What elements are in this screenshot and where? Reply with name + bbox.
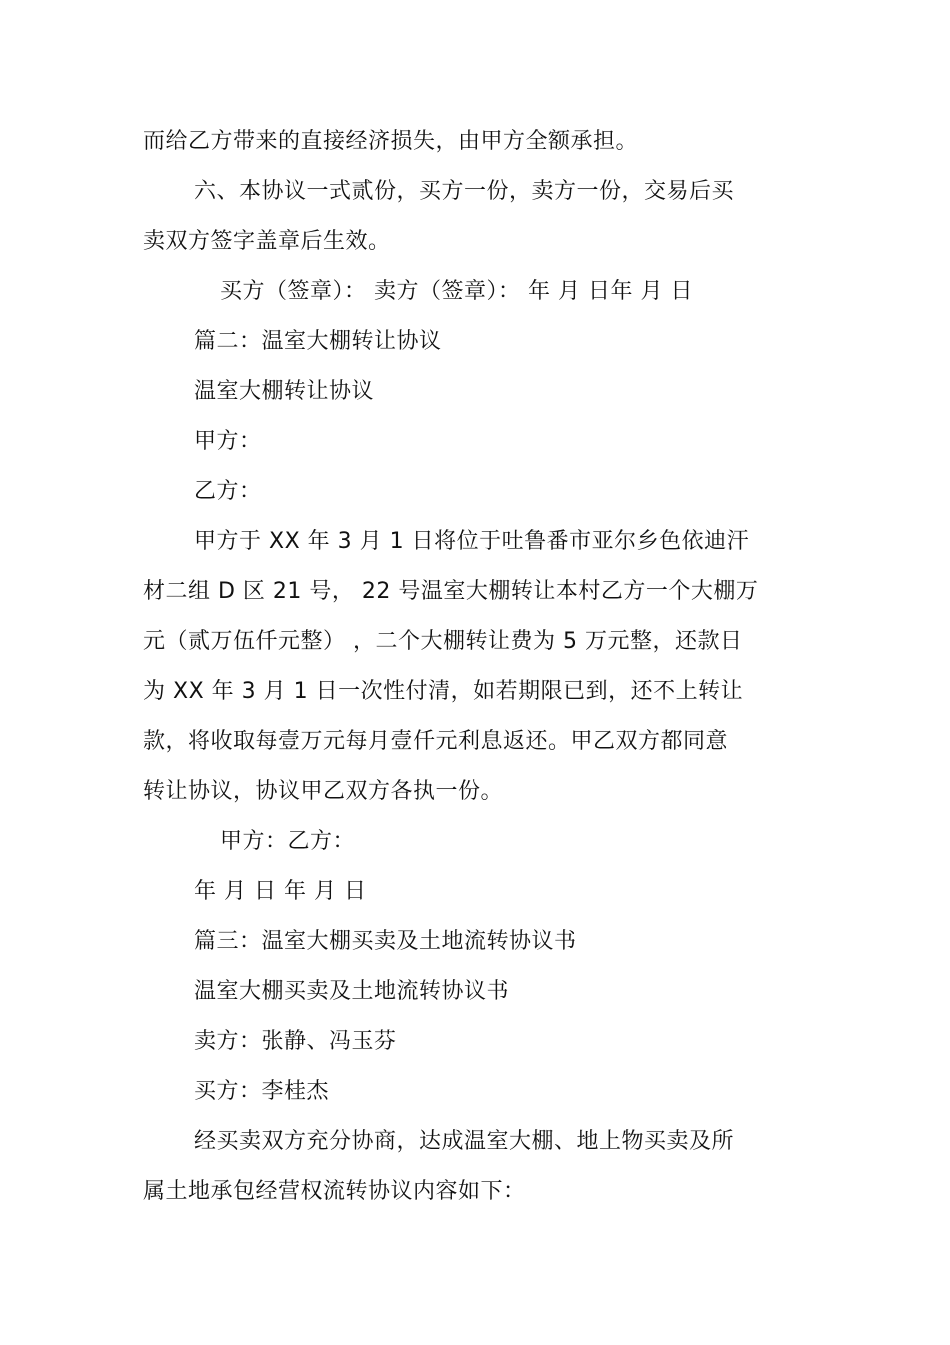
paragraph-line: 甲方于 XX 年 3 月 1 日将位于吐鲁番市亚尔乡色依迪汗 [194,529,750,554]
seller-line: 卖方：张静、冯玉芬 [194,1029,397,1054]
document-title: 温室大棚转让协议 [194,379,375,404]
paragraph-line: 材二组 D 区 21 号， 22 号温室大棚转让本村乙方一个大棚万 [143,579,759,604]
section-heading: 篇二：温室大棚转让协议 [194,329,442,354]
paragraph-line: 元（贰万伍仟元整） ，二个大棚转让费为 5 万元整，还款日 [143,629,743,654]
paragraph-line: 款，将收取每壹万元每月壹仟元利息返还。甲乙双方都同意 [143,729,729,754]
paragraph-line: 而给乙方带来的直接经济损失，由甲方全额承担。 [143,129,639,154]
party-a-label: 甲方： [194,429,262,454]
party-b-label: 乙方： [194,479,262,504]
buyer-line: 买方：李桂杰 [194,1079,330,1104]
signature-line: 甲方：乙方： [220,829,356,854]
paragraph-line: 属土地承包经营权流转协议内容如下： [143,1179,526,1204]
section-heading: 篇三：温室大棚买卖及土地流转协议书 [194,929,577,954]
document-title: 温室大棚买卖及土地流转协议书 [194,979,510,1004]
date-line: 年 月 日 年 月 日 [194,879,367,904]
paragraph-line: 为 XX 年 3 月 1 日一次性付清，如若期限已到，还不上转让 [143,679,744,704]
paragraph-line: 经买卖双方充分协商，达成温室大棚、地上物买卖及所 [194,1129,735,1154]
paragraph-line: 转让协议，协议甲乙双方各执一份。 [143,779,504,804]
paragraph-line: 卖双方签字盖章后生效。 [143,229,391,254]
signature-line: 买方（签章）： 卖方（签章）： 年 月 日年 月 日 [220,279,693,304]
paragraph-line: 六、本协议一式贰份，买方一份，卖方一份，交易后买 [194,179,735,204]
